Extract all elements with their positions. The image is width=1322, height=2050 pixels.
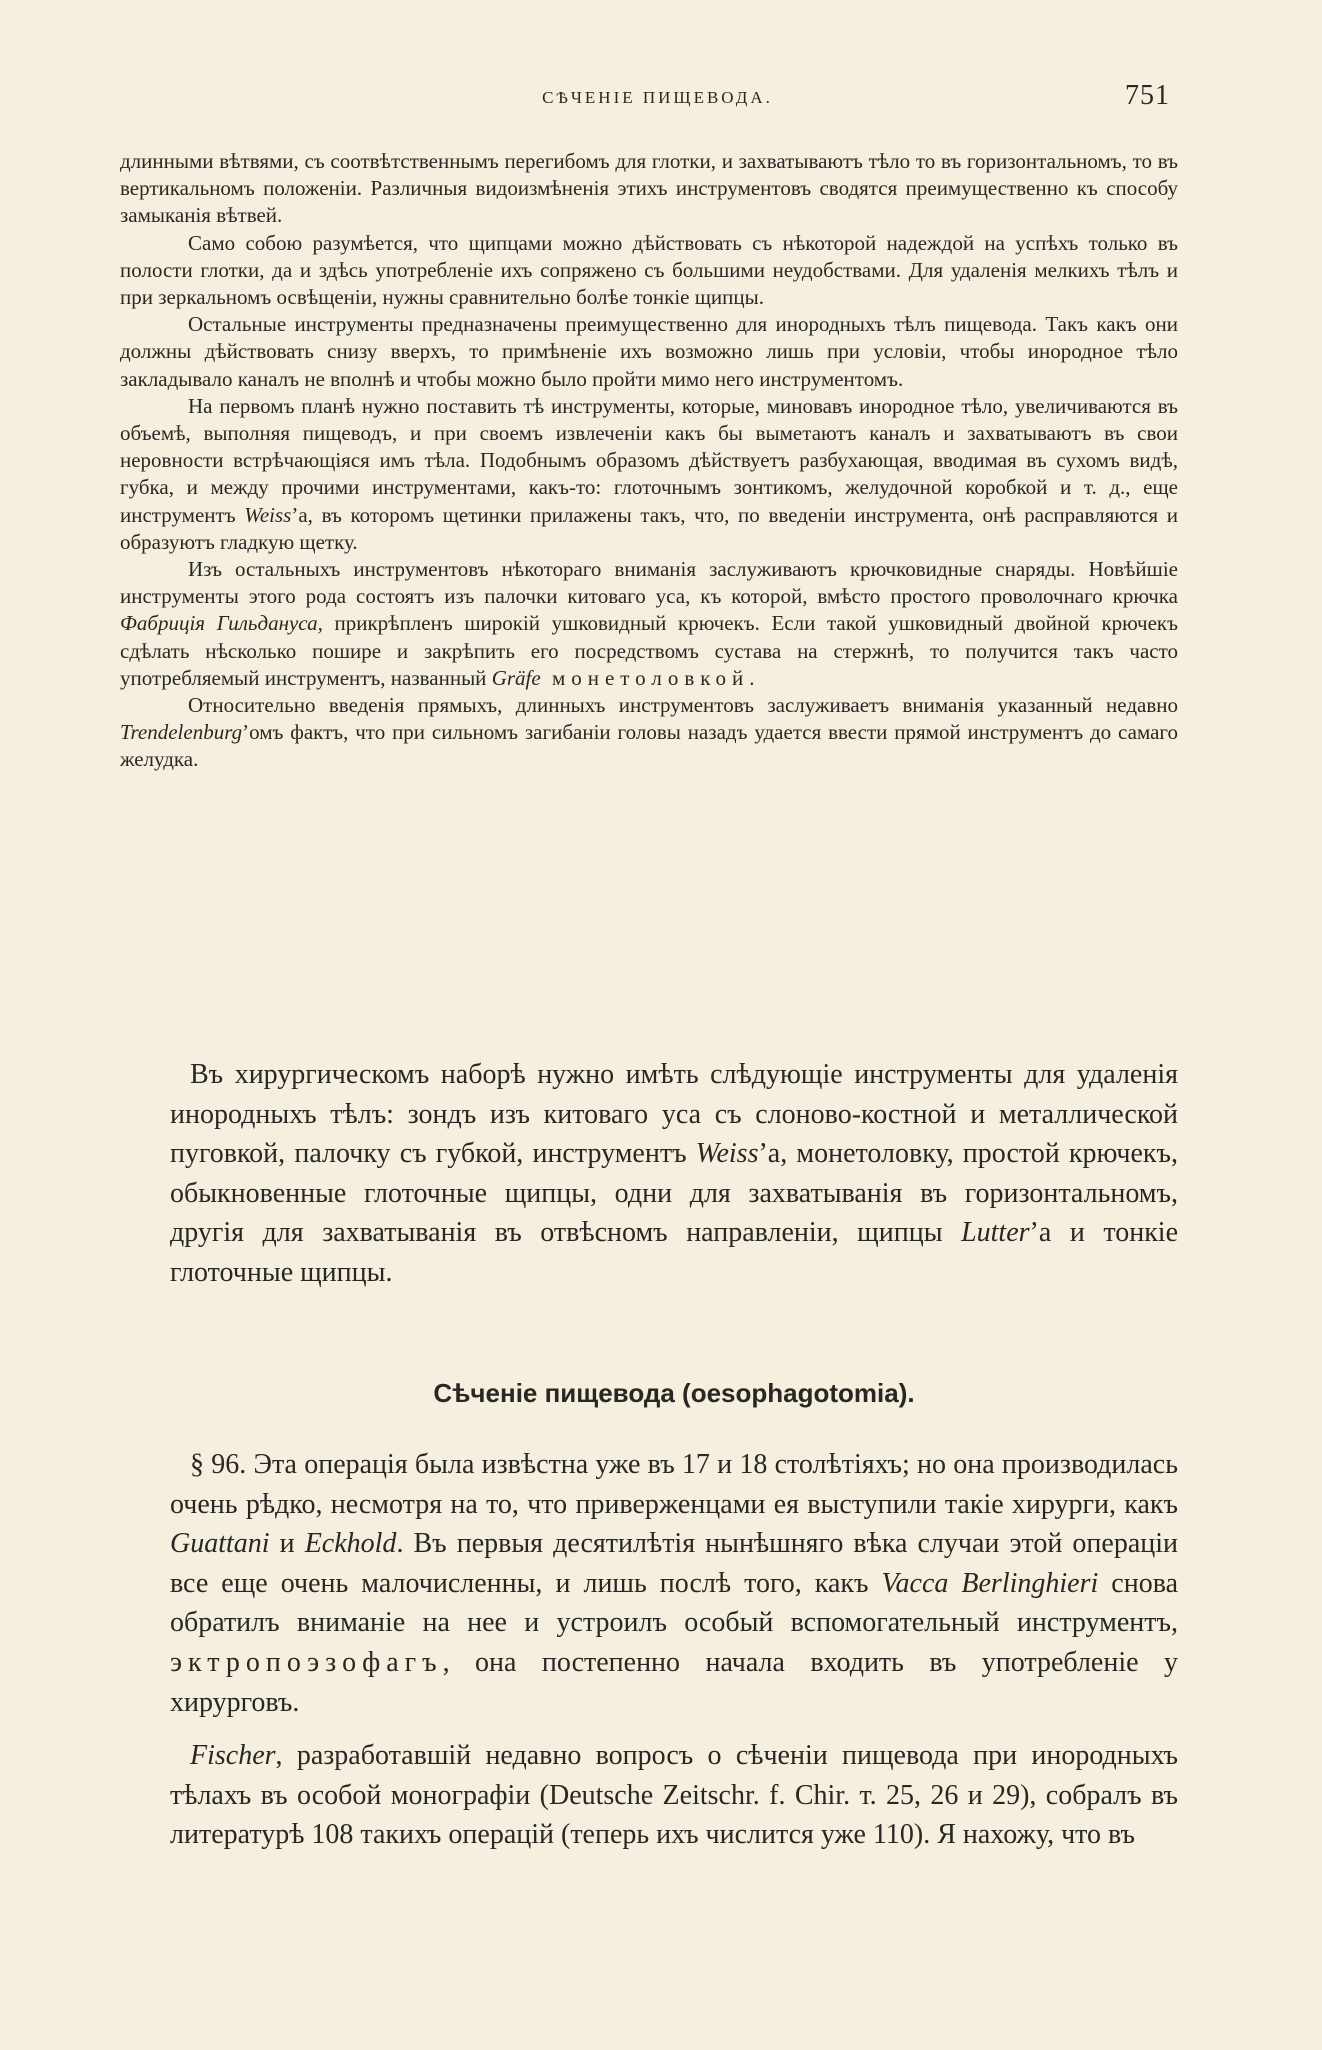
oesophagotomia-section [170,1445,1178,1869]
running-head [145,80,1170,120]
small-print-section [120,148,1178,774]
page-number: 751 [1125,80,1170,111]
author-name: Guattani [170,1528,270,1560]
author-name: Eckhold [304,1528,397,1560]
author-name: Vacca Berlinghieri [881,1567,1099,1599]
paragraph-instrument-set: Въ хирургическомъ наборѣ нужно имѣть слѣдующіе инструменты для удаленія инородныхъ тѣлъ: зондъ изъ китоваго уса съ слоново-костной и металлической пуговкой, палочку съ губкой, инструментъ Weiss’а, монетоловку, простой крючекъ, обыкновенные глоточные щипцы, одни для захватыванія въ горизонтальномъ, другія для захватыванія въ отвѣсномъ направленіи, щипцы Lutter’а и тонкіе глоточные щипцы. [170,1059,1179,1288]
author-name: Weiss [695,1138,759,1170]
paragraph-history: § 96. Эта операція была извѣстна уже въ 17 и 18 столѣтіяхъ; но она производилась очень рѣдко, несмотря на то, что приверженцами ея выступили такіе хирурги, какъ Guattani и Eckhold. Въ первыя десятилѣтія нынѣшняго вѣка случаи этой операціи все еще очень малочисленны, и лишь послѣ того, какъ Vacca Berlinghieri снова обратилъ вниманіе на нее и устроилъ особый вспомогательный инструментъ, эктропоэзофагъ, она постепенно начала входить въ употребленіе у хирурговъ. [170,1449,1179,1718]
paragraph-continuation: длинными вѣтвями, съ соотвѣтственнымъ перегибомъ для глотки, и захватываютъ тѣло то въ горизонтальномъ, то въ вертикальномъ положеніи. Различныя видоизмѣненія этихъ инструментовъ сводятся преимущественно къ способу замыканія вѣтвей. [120,149,1178,228]
author-name: Фабриція Гильдануса, [120,611,323,636]
instrument-list-section [170,1055,1178,1293]
paragraph-fischer: Fischer, разработавшій недавно вопросъ о сѣченіи пищевода при инородныхъ тѣлахъ въ особой монографіи (Deutsche Zeitschr. f. Chir. т. 25, 26 и 29), собралъ въ литературѣ 108 такихъ операцій (теперь ихъ числится уже 110). Я нахожу, что въ [170,1740,1178,1851]
paragraph-straight-instruments: Относительно введенія прямыхъ, длинныхъ инструментовъ заслуживаетъ вниманія указанный недавно Trendelenburg’омъ фактъ, что при сильномъ загибаніи головы назадъ удается ввести прямой инструментъ до самаго желудка. [120,693,1178,772]
author-name: Gräfe [491,665,541,690]
paragraph-other-instruments: Остальные инструменты предназначены преимущественно для инородныхъ тѣлъ пищевода. Такъ какъ они должны дѣйствовать снизу вверхъ, то примѣненіе ихъ возможно лишь при условіи, чтобы инородное тѣло закладывало каналъ не вполнѣ и чтобы можно было пройти мимо него инструментомъ. [120,312,1178,391]
running-title: СѢЧЕНІЕ ПИЩЕВОДА. [542,88,773,107]
author-name: Lutter [961,1217,1030,1249]
paragraph-forceps: Само собою разумѣется, что щипцами можно дѣйствовать съ нѣкоторой надеждой на успѣхъ только въ полости глотки, да и здѣсь употребленіе ихъ сопряжено съ большими неудобствами. Для удаленія мелкихъ тѣлъ и при зеркальномъ освѣщеніи, нужны сравнительно болѣе тонкіе щипцы. [120,230,1178,310]
section-heading: Сѣченіе пищевода (oesophagotomia). [433,1378,915,1408]
author-name: Trendelenburg [120,720,243,745]
author-name: Fischer [190,1740,276,1772]
paragraph-expanding-instruments: На первомъ планѣ нужно поставить тѣ инструменты, которые, миновавъ инородное тѣло, увеличиваются въ объемѣ, выполняя пищеводъ, и при своемъ извлеченіи какъ бы выметаютъ каналъ и захватываютъ въ свои неровности встрѣчающіяся имъ тѣла. Подобнымъ образомъ дѣйствуетъ разбухающая, вводимая въ сухомъ видѣ, губка, и между прочими инструментами, какъ-то: глоточнымъ зонтикомъ, желудочной коробкой и т. д., еще инструментъ Weiss’а, въ которомъ щетинки прилажены такъ, что, по введеніи инструмента, онѣ расправляются и образуютъ гладкую щетку. [120,393,1179,554]
author-name: Weiss [244,502,292,527]
paragraph-hook-instruments: Изъ остальныхъ инструментовъ нѣкотораго вниманія заслуживаютъ крючковидные снаряды. Новѣйшіе инструменты этого рода состоятъ изъ палочки китоваго уса, къ которой, вмѣсто простого проволочнаго крючка Фабриція Гильдануса, прикрѣпленъ широкій ушковидный крючекъ. Если такой ушковидный двойной крючекъ сдѣлать нѣсколько пошире и закрѣпить его посредствомъ сустава на стержнѣ, то получится такъ часто употребляемый инструментъ, названный Gräfe монетоловкой. [120,557,1178,690]
